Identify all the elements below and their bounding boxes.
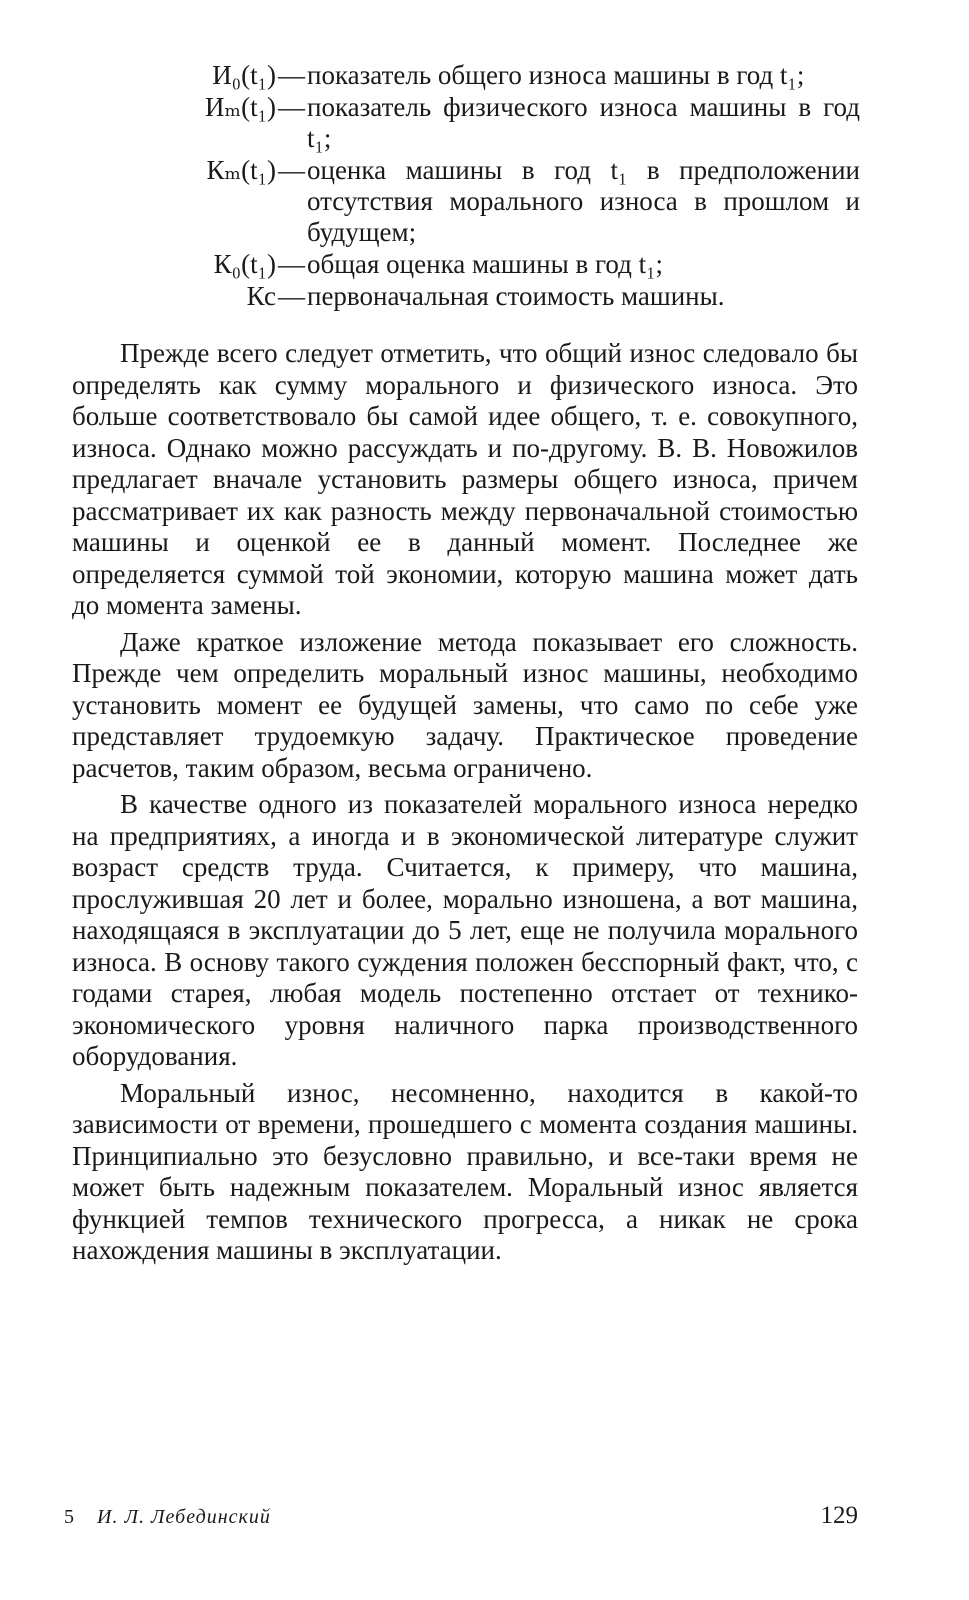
definitions-list bbox=[140, 60, 860, 313]
paragraph: Моральный износ, несомненно, находится в какой-то зависимости от времени, прошедшего с момента создания машины. Принципиально это безусловно правильно, и все-таки время не может быть надежным показателем. Моральный износ является функцией темпов технического прогресса, а никак не срока нахождения машины в эксплуатации. bbox=[72, 1077, 858, 1265]
author-name: И. Л. Лебединский bbox=[97, 1506, 271, 1528]
definition-item bbox=[140, 281, 860, 312]
definition-item bbox=[140, 155, 860, 248]
definition-item bbox=[140, 249, 860, 280]
definition-symbol: Иₘ(t₁) bbox=[205, 92, 276, 122]
page-number: 129 bbox=[820, 1502, 858, 1529]
definition-symbol: Кₘ(t₁) bbox=[206, 155, 276, 185]
signature-number: 5 bbox=[64, 1506, 75, 1528]
page-footer bbox=[64, 1502, 858, 1530]
definition-dash: — bbox=[278, 92, 305, 122]
definition-text: оценка машины в год t₁ в предположении отсутствия морального износа в прошлом и будущем; bbox=[307, 155, 860, 247]
definition-dash: — bbox=[278, 281, 305, 311]
footer-signature bbox=[64, 1506, 271, 1529]
definition-dash: — bbox=[278, 249, 305, 279]
paragraph: Даже краткое изложение метода показывает его сложность. Прежде чем определить моральный износ машины, необходимо установить момент ее будущей замены, что само по себе уже представляет трудоемкую задачу. Практическое проведение расчетов, таким образом, весьма ограничено. bbox=[72, 626, 858, 783]
definition-symbol: И₀(t₁) bbox=[212, 60, 276, 90]
definition-text: первоначальная стоимость машины. bbox=[307, 281, 725, 311]
definition-dash: — bbox=[278, 60, 305, 90]
definition-item bbox=[140, 60, 860, 91]
paragraph: Прежде всего следует отметить, что общий износ следовало бы определять как сумму морального и физического износа. Это больше соответствовало бы самой идее общего, т. е. совокупного, износа. Однако можно рассуждать и по-другому. В. В. Новожилов предлагает вначале установить размеры общего износа, причем рассматривает их как разность между первоначальной стоимостью машины и оценкой ее в данный момент. Последнее же определяется суммой той экономии, которую машина может дать до момента замены. bbox=[72, 338, 858, 620]
definition-symbol: К₀(t₁) bbox=[213, 249, 276, 279]
definition-text: показатель общего износа машины в год t₁; bbox=[307, 60, 805, 90]
body-text bbox=[72, 338, 858, 1272]
definition-dash: — bbox=[278, 155, 305, 185]
definition-text: общая оценка машины в год t₁; bbox=[307, 249, 663, 279]
definition-item bbox=[140, 92, 860, 154]
paragraph: В качестве одного из показателей морального износа нередко на предприятиях, а иногда и в экономической литературе служит возраст средств труда. Считается, к примеру, что машина, прослужившая 20 лет и более, морально изношена, а вот машина, находящаяся в эксплуатации до 5 лет, еще не получила морального износа. В основу такого суждения положен бесспорный факт, что, с годами старея, любая модель постепенно отстает от технико-экономического уровня наличного парка производственного оборудования. bbox=[72, 789, 858, 1071]
definition-symbol: Кс bbox=[246, 281, 276, 311]
definition-text: показатель физического износа машины в год t₁; bbox=[307, 92, 860, 153]
